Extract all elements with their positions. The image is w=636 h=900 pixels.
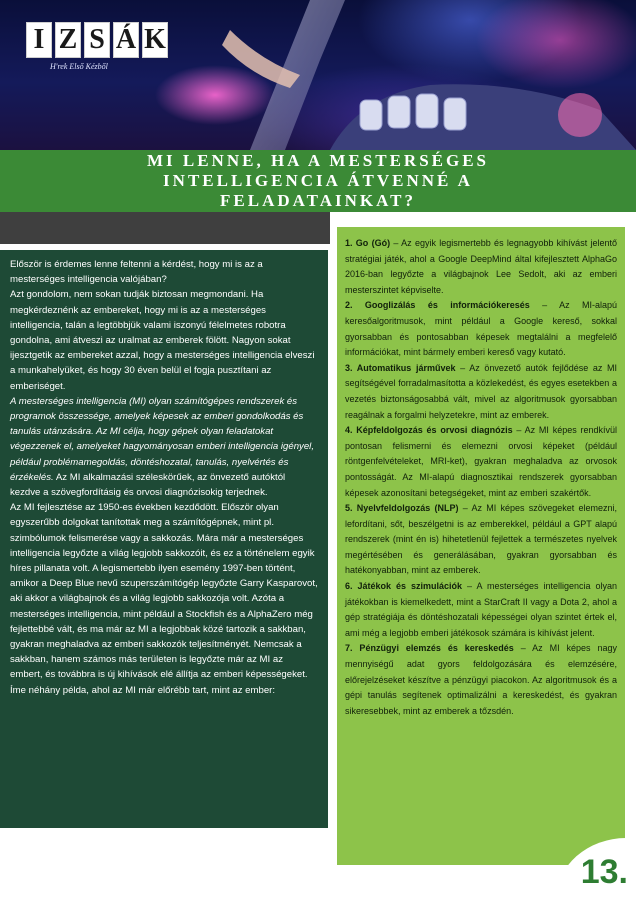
list-item-title: 4. Képfeldolgozás és orvosi diagnózis — [345, 425, 513, 436]
logo — [26, 22, 168, 58]
list-item — [345, 298, 617, 360]
list-item-text: – Az egyik legismertebb és legnagyobb kihívást jelentő stratégiai játék, ahol a Google DeepMind által kifejlesztett AlphaGo 2016-ban legyőzte a világbajnok Lee Sedolt, aki az emberi mesterszintet képviselte. — [345, 238, 617, 295]
list-item-title: 7. Pénzügyi elemzés és kereskedés — [345, 643, 514, 654]
title-band — [0, 150, 636, 212]
list-item-text: – A mesterséges intelligencia olyan játékokban is kiemelkedett, mint a StarCraft II vagy a Dota 2, ahol a gép stratégiája és döntéshozatali képességei olyan szintet értek el, ami még a legjobb emberi játékosok számára is kihívást jelent. — [345, 581, 618, 638]
divider-strip — [0, 212, 330, 244]
list-item — [345, 579, 617, 641]
paragraph-continuation: Az MI alkalmazási széleskörűek, az önvezető autóktól kezdve a szövegfordításig és orvosi diagnózisokig terjednek. — [10, 471, 286, 499]
right-list-column — [336, 226, 626, 866]
list-item-title: 5. Nyelvfeldolgozás (NLP) — [345, 503, 459, 514]
logo-letter: Z — [55, 22, 81, 58]
logo-letter: K — [142, 22, 168, 58]
list-item-text: – Az MI képes nagy mennyiségű adat gyors feldolgozására és elemzésére, előrejelzéseket készítve a pénzügyi piacokon. Az algoritmusok és a gépi tanulás segítenek optimalizálni a kereskedést, és gyakran sikeresebbek, mint az emberek a tőzsdén. — [345, 643, 618, 716]
list-item-text: – Az önvezető autók fejlődése az MI segítségével forradalmasította a közlekedést, és egyes esetekben a vezetés biztonságosabbá vált, mivel az algoritmusok gyorsabban reagálnak a forgalmi helyzetekre, mint az emberek. — [345, 362, 618, 420]
list-item-title: 6. Játékok és szimulációk — [345, 581, 463, 592]
left-text-column — [0, 250, 328, 828]
list-item — [345, 501, 617, 579]
list-item-title: 2. Googlizálás és információkeresés — [345, 300, 530, 311]
logo-letter: Á — [113, 22, 139, 58]
list-item — [345, 641, 617, 719]
list-item-title: 1. Go (Gó) — [345, 238, 391, 248]
logo-tagline: H'rek Első Kézből — [50, 62, 108, 71]
logo-letter: I — [26, 22, 52, 58]
list-item — [345, 361, 617, 423]
paragraph: Az MI fejlesztése az 1950-es években kezdődött. Először olyan egyszerűbb dolgokat tanítottak meg a számítógépnek, mint pl. szimbólumok felismerése vagy a sakkozás. Mára már a mesterséges intelligencia legyőzte a világ legjobb sakkozóit, és ez a történelem egyik híres pillanata volt. A legismertebb ilyen esemény 1997-ben történt, amikor a Deep Blue nevű szuperszámítógép legyőzte Garry Kasparovot, aki akkor a világbajnok és a világ legjobb sakkozója volt. Azóta a mesterséges intelligencia, mint például a Stockfish és a AlphaZero még fejlettebbé vált, és ma már az MI a legjobbak közé tartozik a sakkban, gyakran meghaladva az emberi sakkozók teljesítményét. Nemcsak a sakkban, hanem számos más területen is legyőzte már az MI az embert, és továbbra is új kihívások elé állítja az emberi képességeket. Íme néhány példa, ahol az MI már előrébb tart, mint az ember: — [10, 502, 318, 696]
header-image — [0, 0, 636, 150]
paragraph: Azt gondolom, nem sokan tudják biztosan megmondani. Ha megkérdeznénk az embereket, hogy mi is az a mesterséges intelligencia, talán a legtöbbjük valami iszonyú félelmetes robotra gondolna, ami átveszi az uralmat az emberek fölött. Nagyon sokat ijesztgetik az embereket azzal, hogy a mesterséges intelligencia elveszi a munkahelyüket, és hogy 30 éven belül el fogja pusztítani az emberiséget. — [10, 289, 315, 392]
article-title: MI LENNE, HA A MESTERSÉGES INTELLIGENCIA ÁTVENNÉ A FELADATAINKAT? — [146, 151, 490, 210]
logo-letter: S — [84, 22, 110, 58]
page-number: 13. — [580, 853, 628, 891]
list-item-text: – Az MI képes rendkívül pontosan felismerni és elemezni orvosi képeket (például röntgenfelvételeket, MRI-ket), gyakran meghaladva az orvosok pontosságát. Az MI-alapú diagnosztikai rendszerek gyorsabban képesek azonosítani betegségeket, mint az emberi szakértők. — [345, 425, 617, 498]
paragraph — [10, 394, 318, 500]
paragraph: Először is érdemes lenne feltenni a kérdést, hogy mi is az a mesterséges intelligencia valójában? — [10, 259, 263, 286]
list-item-text: – Az MI-alapú keresőalgoritmusok, mint például a Google kereső, sokkal gyorsabban és pontosabban képesek megtalálni a megfelelő információkat, mint bármely emberi kereső vagy kutató. — [345, 300, 617, 358]
definition-text: A mesterséges intelligencia (MI) olyan számítógépes rendszerek és programok összessége, amelyek képesek az emberi gondolkodás és tanulás utánzására. Az MI célja, hogy gépek olyan feladatokat végezzenek el, amelyeket hagyományosan emberi intelligencia igényel, például problémamegoldás, döntéshozatal, tanulás, nyelvértés és érzékelés. — [10, 395, 314, 483]
list-item-title: 3. Automatikus járművek — [345, 362, 456, 373]
list-item — [345, 236, 617, 298]
list-item-text: – Az MI képes szövegeket elemezni, lefordítani, sőt, beszélgetni is az emberekkel, például a GPT alapú rendszerek (mint én is) hihetetlenül fejlettek a természetes nyelvek megértésében és generálásában, gyakran gyorsabban és hatékonyabban, mint az emberek. — [345, 503, 617, 576]
list-item — [345, 423, 617, 501]
